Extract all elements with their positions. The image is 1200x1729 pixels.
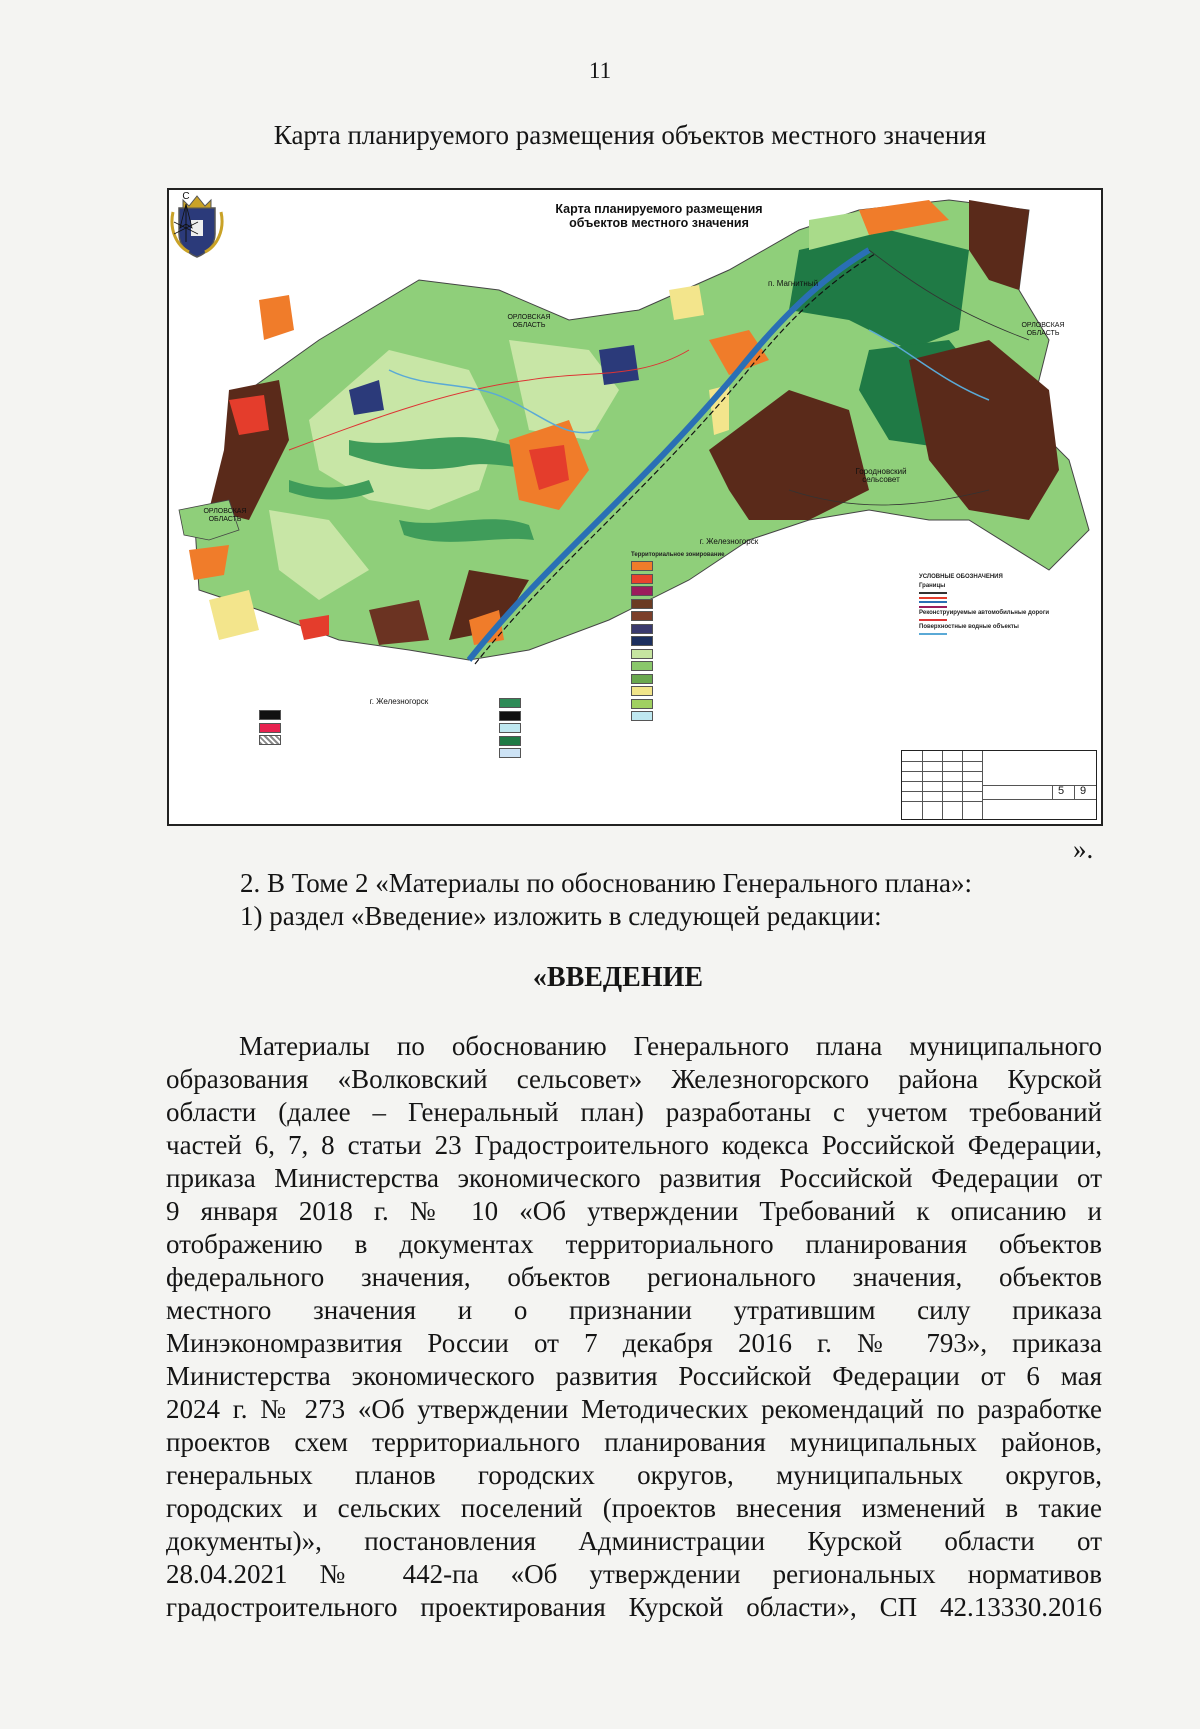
legend-item xyxy=(499,748,619,758)
legend-item xyxy=(259,723,389,733)
zone-legend-item xyxy=(631,674,831,684)
zone-legend-item xyxy=(631,711,831,721)
body-line: документы)», постановления Администрации Курской области от xyxy=(166,1526,1102,1556)
zone-swatch xyxy=(631,561,653,571)
zone-swatch xyxy=(631,649,653,659)
legend-subtitle: Реконструируемые автомобильные дороги xyxy=(919,610,1050,616)
legend-item xyxy=(499,698,619,708)
sheets-total: 9 xyxy=(1080,785,1087,797)
body-line: Материалы по обоснованию Генерального плана муниципального xyxy=(239,1031,1102,1061)
page-number: 11 xyxy=(588,58,612,83)
body-line: частей 6, 7, 8 статьи 23 Градостроительного кодекса Российской Федерации, xyxy=(166,1130,1102,1160)
paragraph-amendment: 2. В Томе 2 «Материалы по обоснованию Генерального плана»: xyxy=(240,868,973,898)
zone-legend-item xyxy=(631,624,831,634)
map-figure xyxy=(167,188,1103,826)
region-label: ОРЛОВСКАЯ ОБЛАСТЬ xyxy=(507,314,551,329)
legend-item xyxy=(919,601,1089,603)
settlement-label: Городновский сельсовет xyxy=(855,467,907,484)
legend-conventions xyxy=(919,574,1089,637)
map-title-line: объектов местного значения xyxy=(569,216,749,230)
body-line: отображению в документах территориального планирования объектов xyxy=(166,1229,1102,1259)
paragraph-amendment: 1) раздел «Введение» изложить в следующей редакции: xyxy=(240,901,882,931)
zone-legend-item xyxy=(631,699,831,709)
zone-swatch xyxy=(631,686,653,696)
section-heading: «ВВЕДЕНИЕ xyxy=(532,962,704,993)
territory-left xyxy=(189,545,229,580)
body-line: Минэкономразвития России от 7 декабря 2016 г. № 793», приказа xyxy=(166,1328,1102,1358)
zone-legend-item xyxy=(631,574,831,584)
zone-legend-item xyxy=(631,561,831,571)
zone-legend-item xyxy=(631,661,831,671)
legend-recreation xyxy=(499,698,619,761)
legend-buildings xyxy=(259,710,389,748)
city-label: г. Железногорск xyxy=(369,697,429,706)
body-line: местного значения и о признании утратившим силу приказа xyxy=(166,1295,1102,1325)
sheet-number: 5 xyxy=(1058,785,1065,797)
zone-legend-item xyxy=(631,599,831,609)
zone-legend-item xyxy=(631,649,831,659)
zone-swatch xyxy=(631,611,653,621)
compass-rose-icon xyxy=(169,190,203,246)
body-line: градостроительного проектирования Курской области», СП 42.13330.2016 xyxy=(166,1592,1102,1622)
region-label: ОРЛОВСКАЯ ОБЛАСТЬ xyxy=(203,508,247,523)
svg-text:С: С xyxy=(182,191,190,202)
map-title xyxy=(529,202,789,230)
title-block xyxy=(901,750,1097,820)
zone-list xyxy=(631,561,831,721)
legend-item xyxy=(499,711,619,721)
legend-item xyxy=(919,597,1089,599)
zone-swatch xyxy=(631,624,653,634)
body-line: 2024 г. № 273 «Об утверждении Методических рекомендаций по разработке xyxy=(166,1394,1102,1424)
legend-subtitle: Поверхностные водные объекты xyxy=(919,623,1019,630)
zone-swatch xyxy=(631,661,653,671)
zone-legend-item xyxy=(631,636,831,646)
region-label: ОРЛОВСКАЯ ОБЛАСТЬ xyxy=(1021,322,1065,337)
legend-item xyxy=(919,606,1089,608)
legend-item xyxy=(499,723,619,733)
zone-legend-item xyxy=(631,686,831,696)
yellow-zone xyxy=(669,285,704,320)
zone-swatch xyxy=(631,574,653,584)
settlement-area xyxy=(259,295,294,340)
closing-quote: ». xyxy=(1073,834,1094,864)
body-line: генеральных планов городских округов, муниципальных округов, xyxy=(166,1460,1102,1490)
body-line: федерального значения, объектов регионального значения, объектов xyxy=(166,1262,1102,1292)
map-title-line: Карта планируемого размещения xyxy=(555,202,763,216)
legend-item xyxy=(259,710,389,720)
zone-legend-item xyxy=(631,586,831,596)
legend-zoning xyxy=(631,552,831,724)
body-line: 28.04.2021 № 442-па «Об утверждении региональных нормативов xyxy=(166,1559,1102,1589)
city-label: г. Железногорск xyxy=(699,537,759,546)
zone-swatch xyxy=(631,699,653,709)
legend-title: УСЛОВНЫЕ ОБОЗНАЧЕНИЯ xyxy=(919,574,1003,580)
body-line: образования «Волковский сельсовет» Железногорского района Курской xyxy=(166,1064,1102,1094)
legend-item xyxy=(919,592,1089,594)
zone-legend-item xyxy=(631,611,831,621)
industrial-zone xyxy=(599,345,639,385)
legend-item xyxy=(499,736,619,746)
body-line: 9 января 2018 г. № 10 «Об утверждении Требований к описанию и xyxy=(166,1196,1102,1226)
legend-subtitle: Границы xyxy=(919,583,946,589)
zone-swatch xyxy=(631,636,653,646)
legend-title: Территориальное зонирование xyxy=(631,552,725,558)
zone-swatch xyxy=(631,599,653,609)
zone-swatch xyxy=(631,674,653,684)
body-line: Министерства экономического развития Российской Федерации от 6 мая xyxy=(166,1361,1102,1391)
legend-item xyxy=(919,633,1089,635)
map-caption: Карта планируемого размещения объектов местного значения xyxy=(273,120,987,150)
settlement-label: п. Магнитный xyxy=(767,279,819,288)
body-line: области (далее – Генеральный план) разработаны с учетом требований xyxy=(166,1097,1102,1127)
legend-item xyxy=(919,619,1089,621)
body-line: городских и сельских поселений (проектов внесения изменений в такие xyxy=(166,1493,1102,1523)
zone-swatch xyxy=(631,711,653,721)
body-line: приказа Министерства экономического развития Российской Федерации от xyxy=(166,1163,1102,1193)
zone-swatch xyxy=(631,586,653,596)
body-line: проектов схем территориального планирования муниципальных районов, xyxy=(166,1427,1102,1457)
legend-item xyxy=(259,735,389,745)
